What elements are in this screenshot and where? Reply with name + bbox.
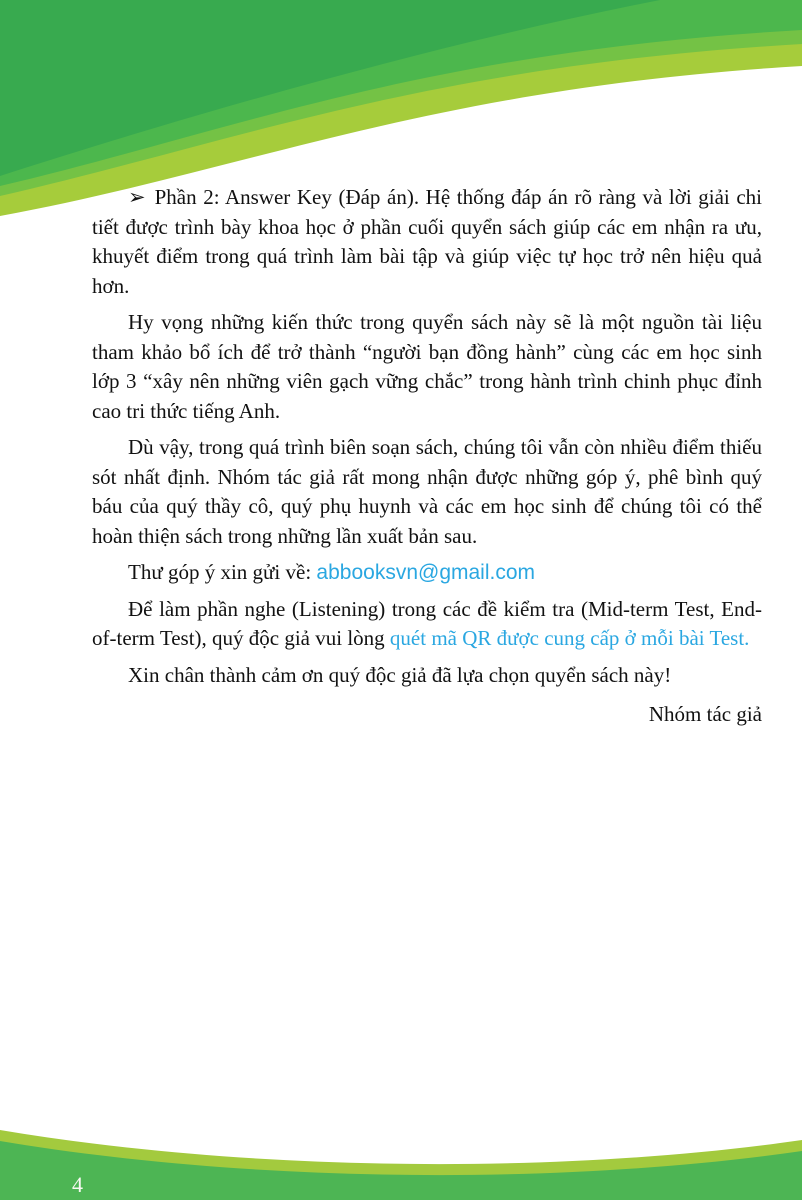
listening-prefix: Để làm phần nghe (Listening) trong các đề kiểm tra (Mid-term Test, End-of-term Test), quý độc giả vui lòng (92, 596, 762, 650)
page-number: 4 (72, 1172, 83, 1197)
paragraph-hope: Hy vọng những kiến thức trong quyển sách này sẽ là một nguồn tài liệu tham khảo bổ ích để trở thành “người bạn đồng hành” cùng các em học sinh lớp 3 “xây nên những viên gạch vững chắc” trong hành trình chinh phục đỉnh cao tri thức tiếng Anh. (92, 310, 762, 423)
paragraph-listening (92, 595, 762, 654)
email-link[interactable]: abbooksvn@gmail.com (316, 561, 536, 584)
paragraph-part2-text: Phần 2: Answer Key (Đáp án). Hệ thống đáp án rõ ràng và lời giải chi tiết được trình bày khoa học ở phần cuối quyển sách giúp các em nhận ra ưu, khuyết điểm trong quá trình làm bài tập và giúp việc tự học trở nên hiệu quả hơn. (92, 185, 762, 298)
paragraph-part2-answer-key (92, 183, 762, 301)
paragraph-apology: Dù vậy, trong quá trình biên soạn sách, chúng tôi vẫn còn nhiều điểm thiếu sót nhất định. Nhóm tác giả rất mong nhận được những góp ý, phê bình quý báu của quý thầy cô, quý phụ huynh và các em học sinh để chúng tôi có thể hoàn thiện sách trong những lần xuất bản sau. (92, 435, 762, 548)
author-signature: Nhóm tác giả (648, 702, 762, 726)
arrow-bullet-icon: ➢ (128, 185, 146, 209)
qr-instruction-link[interactable]: quét mã QR được cung cấp ở mỗi bài Test. (389, 626, 750, 650)
paragraph-thanks: Xin chân thành cảm ơn quý độc giả đã lựa chọn quyển sách này! (128, 662, 672, 687)
preface-text-block (92, 183, 762, 737)
paragraph-feedback (92, 558, 762, 588)
footer-swoosh-decoration (0, 1080, 802, 1200)
feedback-prefix: Thư góp ý xin gửi về: (128, 560, 317, 584)
